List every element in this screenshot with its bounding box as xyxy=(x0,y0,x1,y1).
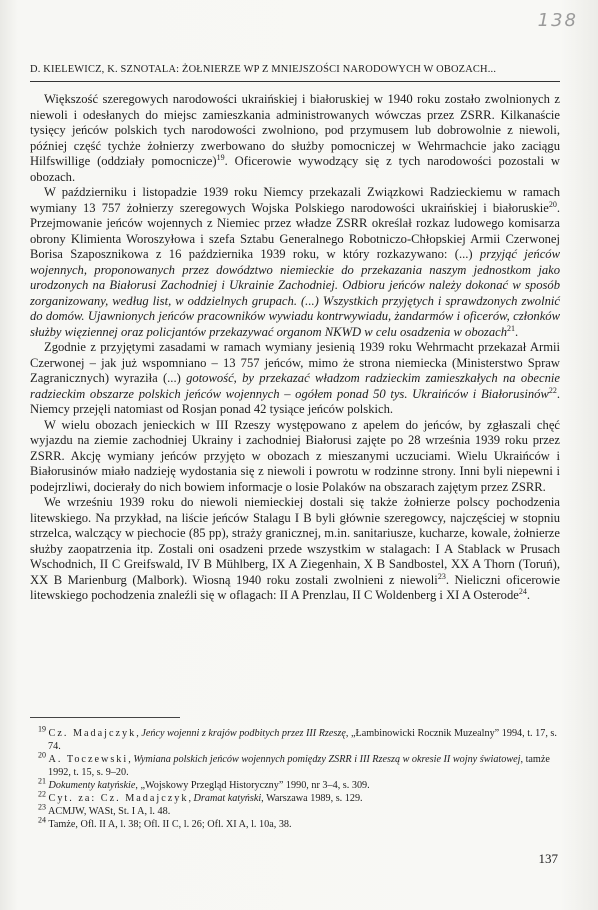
paragraph xyxy=(30,92,560,185)
footnote xyxy=(30,802,560,818)
footnote-title: Wymiana polskich jeńców wojennych pomiędzy ZSRR i III Rzeszą w okresie II wojny światowej xyxy=(133,754,521,765)
page-number: 137 xyxy=(538,851,558,866)
footnote-ref: 22 xyxy=(548,385,557,395)
header-divider xyxy=(30,81,560,82)
text-run: . Niemcy przejęli natomiast od Rosjan ponad 42 tysiące jeńców polskich. xyxy=(30,386,560,416)
text-run: Zgodnie z przyjętymi zasadami w ramach wymiany jesienią 1939 roku Wehrmacht przekazał Armii Czerwonej – jak już wspomniano – 13 757 jeńców, mimo że strona niemiecka (Ministerstwo Spraw Zagranicznych) wyraziła (...) xyxy=(30,340,560,385)
footnote-details: , „Wojskowy Przegląd Historyczny” 1990, nr 3–4, s. 309. xyxy=(135,780,370,791)
quoted-text: gotowość, by przekazać władzom radzieckim zamieszkałych na obecnie radzieckim obszarze polskich jeńców wojennych – ogółem ponad 50 tys. Ukraińców i Białorusinów xyxy=(30,371,560,401)
footnote: $^{22}$ Cyt. za: Cz. Madajczyk, Dramat katyński, Warszawa 1989, s. 129. xyxy=(38,789,363,804)
text-run: . xyxy=(526,588,530,602)
paragraph xyxy=(30,185,560,340)
text-run: We wrześniu 1939 roku do niewoli niemieckiej dostali się także żołnierze polscy pochodzenia litewskiego. Na przykład, na liście jeńców Stalagu I B byli głównie szeregowcy, najczęściej w stopniu strzelca, walczący w piechocie (85 pp), straży granicznej, m.in. sanitariusze, kucharze, kowale, żołnierze służby zaopatrzenia itp. Zostali oni osadzeni przede wszystkim w stalagach: I A Stablack w Prusach Wschodnich, II C Greifswald, IV B Mühlberg, IX A Ziegenhain, X B Sandbostel, XX A Thorn (Toruń), XX B Marienburg (Malbork). Wiosną 1940 roku zostali zwolnieni z niewoli xyxy=(30,495,560,587)
paragraph xyxy=(30,340,560,418)
text-run: . Przejmowanie jeńców wojennych z Niemiec przez władze ZSRR określał rozkaz ludowego komisarza obrony Klimienta Woroszyłowa i szefa Sztabu Generalnego Robotniczo-Chłopskiej Armii Czerwonej Borisa Szaposznikowa z 16 października 1939 roku, w który rozkazywano: (...) xyxy=(30,200,560,261)
text-run: . Nieliczni oficerowie litewskiego pochodzenia znaleźli się w oflagach: II A Prenzlau, II C Woldenberg i XI A Osterode xyxy=(30,572,560,602)
paragraph xyxy=(30,495,560,604)
footnote-details: , Warszawa 1989, s. 129. xyxy=(261,793,363,804)
footnote-details: ACMJW, WASt, St. I A, l. 48. xyxy=(47,806,171,817)
footnote xyxy=(30,815,560,831)
text-run: . Oficerowie wywodzący się z tych narodowości pozostali w obozach. xyxy=(30,154,560,184)
footnote-author: A. Toczewski xyxy=(48,754,129,765)
text-run: W październiku i listopadzie 1939 roku Niemcy przekazali Związkowi Radzieckiemu w ramach wymiany 13 757 żołnierzy szeregowych Wojska Polskiego narodowości ukraińskiej i białoruskie xyxy=(30,185,560,215)
quoted-text: przyjąć jeńców wojennych, proponowanych przez dowództwo niemieckie do przekazania naszym jednostkom jako urodzonych na Białorusi Zachodniej i Ukrainie Zachodniej. Odbioru jeńców należy dokonać w sposób zorganizowany, według list, w oddzielnych grupach. (...) Wszystkich przyjętych i sprawdzonych zwolnić do domów. Ujawnionych jeńców pracowników wywiadu kontrwywiadu, żandarmów i oficerów, członków służby więziennej oraz policjantów przekazywać organom NKWD w celu osadzenia w obozach xyxy=(30,247,560,339)
footnote-title: Dramat katyński xyxy=(193,793,262,804)
text-run: W wielu obozach jenieckich w III Rzeszy występowano z apelem do jeńców, by zgłaszali chęć wyjazdu na ziemie zachodniej Ukrainy i zachodniej Białorusi zajęte po 28 września 1939 roku przez ZSRR. Akcję wymiany jeńców przyjęto w obozach z mieszanymi uczuciami. Wielu Ukraińców i Białorusinów miało nadzieję wydostania się z niewoli i powrotu w rodzinne strony. Inni byli niepewni i podejrzliwi, docierały do nich bowiem informacje o losie Polaków na obszarach zajętym przez ZSRR. xyxy=(30,417,560,494)
footnote-title: Dokumenty katyńskie xyxy=(48,780,136,791)
footnote-number: 23 xyxy=(38,802,46,812)
footnote-author: Cyt. za: Cz. Madajczyk xyxy=(48,793,189,804)
footnotes xyxy=(30,724,560,831)
running-header: D. KIELEWICZ, K. SZNOTALA: ŻOŁNIERZE WP Z MNIEJSZOŚCI NARODOWYCH W OBOZACH... xyxy=(30,64,497,75)
footnote-details: , „Łambinowicki Rocznik Muzealny” 1994, t. 17, s. 74. xyxy=(48,728,557,752)
footnote-number: 22 xyxy=(38,789,46,799)
footnote xyxy=(30,776,560,792)
footnote-details: Tamże, Ofl. II A, l. 38; Ofl. II C, l. 26; Ofl. XI A, l. 10a, 38. xyxy=(48,819,292,830)
footnote-ref: 24 xyxy=(518,586,527,596)
footnote-divider xyxy=(30,717,180,718)
paragraph xyxy=(30,418,560,496)
handwritten-page-annotation: 138 xyxy=(537,10,578,31)
footnote: $^{19}$ Cz. Madajczyk, Jeńcy wojenni z krajów podbitych przez III Rzeszę, „Łambinowicki Rocznik Muzealny” 1994, t. 17, s. 74. xyxy=(38,724,557,752)
footnote-details: , tamże 1992, t. 15, s. 9–20. xyxy=(48,754,550,778)
footnote: $^{20}$ A. Toczewski, Wymiana polskich jeńców wojennych pomiędzy ZSRR i III Rzeszą w okresie II wojny światowej, tamże 1992, t. 15, s. 9–20. xyxy=(38,750,550,778)
main-text xyxy=(30,92,560,604)
footnote-number: 24 xyxy=(38,815,46,825)
footnote-number: 20 xyxy=(38,750,46,760)
footnote-author: Cz. Madajczyk xyxy=(48,728,137,739)
footnote-ref: 21 xyxy=(507,323,516,333)
footnote-ref: 19 xyxy=(216,152,225,162)
footnote-ref: 20 xyxy=(548,199,557,209)
footnote-title: Jeńcy wojenni z krajów podbitych przez III Rzeszę xyxy=(141,728,346,739)
footnote-number: 19 xyxy=(38,724,46,734)
footnote-number: 21 xyxy=(38,776,46,786)
text-run: Większość szeregowych narodowości ukraińskiej i białoruskiej w 1940 roku zostało zwolnionych z niewoli i odesłanych do miejsc zamieszkania administrowanych wówczas przez ZSRR. Kilkanaście tysięcy jeńców polskich tych narodowości zwolniono, pod przymusem lub dobrowolnie z niewoli, później część tychże żołnierzy zwerbowano do służby pomocniczej w Wehrmachcie jako zaciągu Hilfswillige (oddziały pomocnicze) xyxy=(30,92,560,168)
text-run: . xyxy=(515,324,519,339)
footnote-ref: 23 xyxy=(437,571,446,581)
